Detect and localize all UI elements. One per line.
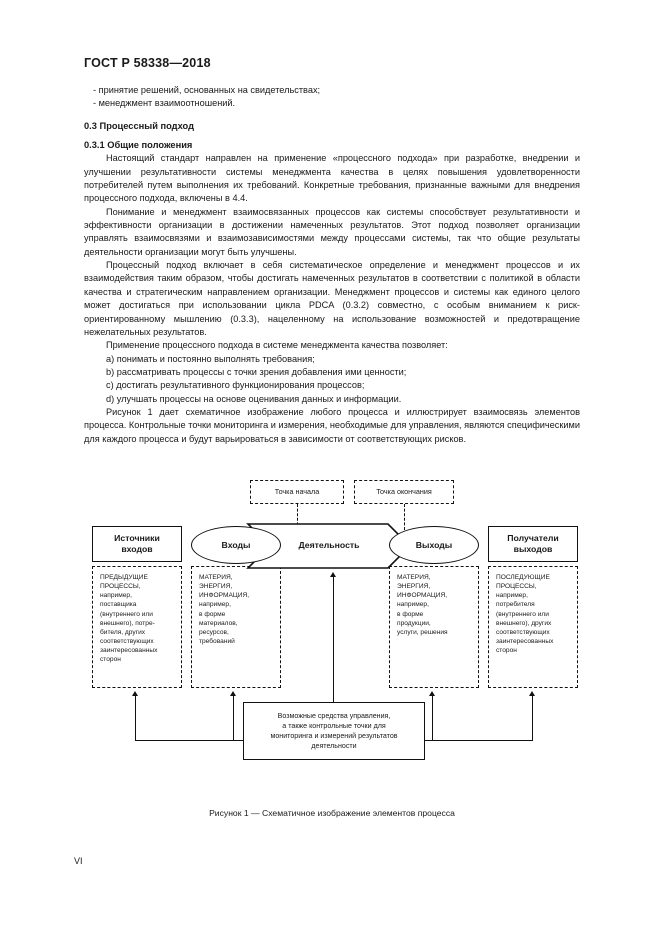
outputs-detail-l0: МАТЕРИЯ, xyxy=(397,574,431,581)
inputs-detail-l0: МАТЕРИЯ, xyxy=(199,574,233,581)
receivers-detail-l4: (внутреннего или xyxy=(496,610,549,618)
inputs-detail-l3: например, xyxy=(199,601,231,609)
sources-detail-l4: (внутреннего или xyxy=(100,610,153,618)
outputs-detail-box xyxy=(389,566,479,688)
feedback-left-riser-1 xyxy=(135,696,136,741)
receivers-detail-l1: ПРОЦЕССЫ, xyxy=(496,583,537,591)
feedback-sources-arrow-icon xyxy=(132,691,138,696)
inputs-detail-box xyxy=(191,566,281,688)
receivers-header-label: Получатели выходов xyxy=(507,533,559,554)
control-means-text xyxy=(270,711,397,751)
page-number: VI xyxy=(74,856,83,866)
process-diagram xyxy=(84,478,580,818)
figure-caption: Рисунок 1 — Схематичное изображение элементов процесса xyxy=(209,808,455,818)
outputs-detail-l1: ЭНЕРГИЯ, xyxy=(397,583,431,591)
receivers-detail-l2: например, xyxy=(496,592,528,600)
sources-detail-l2: например, xyxy=(100,592,132,600)
inputs-detail-l2: ИНФОРМАЦИЯ, xyxy=(199,592,250,600)
control-to-activity-line xyxy=(333,577,334,703)
inputs-detail-l5: материалов, xyxy=(199,619,238,627)
start-point-box xyxy=(250,480,344,504)
bullet-item: - менеджмент взаимоотношений. xyxy=(93,98,236,109)
activity-label: Деятельность xyxy=(298,540,360,550)
bullet-item: - принятие решений, основанных на свидетельствах; xyxy=(93,85,321,95)
sources-header-label: Источники входов xyxy=(114,533,160,554)
outputs-detail-l2: ИНФОРМАЦИЯ, xyxy=(397,592,448,600)
control-line-1: а также контрольные точки для xyxy=(282,722,386,730)
paragraph-2: Понимание и менеджмент взаимосвязанных процессов как системы способствует результативности и эффективности организации в достижении намеченных результатов. Этот подход позволяет организации управлять взаимосвязями и взаимозависимостями между процессами системы, так что общие результаты деятельности организации могут быть улучшены. xyxy=(84,206,580,257)
sources-detail-l8: заинтересованных xyxy=(100,647,158,655)
feedback-right-bus xyxy=(424,740,533,741)
receivers-detail-box xyxy=(488,566,578,688)
section-heading-031: 0.3.1 Общие положения xyxy=(84,140,193,151)
inputs-detail-l6: ресурсов, xyxy=(199,628,229,636)
paragraph-3: Процессный подход включает в себя систематическое определение и менеджмент процессов и их взаимодействия таким образом, чтобы достигать намеченных результатов в соответствии с политикой в области качества и стратегическим направлением организации. Менеджмент процессов и системы как единого целого может достигаться при использовании цикла PDCA (0.3.2) совместно, с особым вниманием к риск-ориентированному мышлению (0.3.3), нацеленному на использование возможностей и предотвращение нежелательных результатов. xyxy=(84,260,580,337)
end-point-box xyxy=(354,480,454,504)
section-heading-03: 0.3 Процессный подход xyxy=(84,120,194,131)
receivers-detail-l6: соответствующих xyxy=(496,628,550,636)
control-to-activity-arrow-icon xyxy=(330,572,336,577)
page-title: ГОСТ Р 58338—2018 xyxy=(84,56,211,70)
feedback-left-bus xyxy=(135,740,244,741)
sources-detail-l5: внешнего), потре- xyxy=(100,619,155,627)
outputs-detail-l4: в форме xyxy=(397,610,424,618)
outputs-detail-l6: услуги, решения xyxy=(397,628,448,636)
list-item: c) достигать результативного функционирования процессов; xyxy=(106,380,365,391)
control-line-3: деятельности xyxy=(311,742,357,750)
feedback-receivers-arrow-icon xyxy=(529,691,535,696)
feedback-inputs-arrow-icon xyxy=(230,691,236,696)
sources-header-box xyxy=(92,526,182,562)
feedback-left-riser-2 xyxy=(233,696,234,741)
inputs-detail-l1: ЭНЕРГИЯ, xyxy=(199,583,233,591)
receivers-detail-l0: ПОСЛЕДУЮЩИЕ xyxy=(496,574,550,581)
outputs-header-ellipse xyxy=(389,526,479,564)
receivers-header-box xyxy=(488,526,578,562)
outputs-header-label: Выходы xyxy=(415,539,453,550)
paragraph-1: Настоящий стандарт направлен на применение «процессного подхода» при разработке, внедрении и улучшении результативности системы менеджмента качества в целях повышения удовлетворенности потребителей путем выполнения их требований. Конкретные требования, признанные важными для внедрения процессного подхода, включены в 4.4. xyxy=(84,153,580,204)
paragraph-5: Рисунок 1 дает схематичное изображение любого процесса и иллюстрирует взаимосвязь элементов процесса. Контрольные точки мониторинга и измерения, необходимые для управления, являются специфическими для каждого процесса и будут варьироваться в зависимости от соответствующих рисков. xyxy=(84,406,580,444)
sources-detail-l3: поставщика xyxy=(100,601,137,609)
control-line-0: Возможные средства управления, xyxy=(277,712,391,720)
paragraph-4: Применение процессного подхода в системе менеджмента качества позволяет: xyxy=(106,340,448,351)
list-item: b) рассматривать процессы с точки зрения добавления ими ценности; xyxy=(106,366,407,377)
sources-detail-box xyxy=(92,566,182,688)
receivers-detail-l5: внешнего), других xyxy=(496,619,552,627)
body-text-column xyxy=(84,84,580,446)
inputs-header-label: Входы xyxy=(221,539,251,550)
sources-detail-l9: сторон xyxy=(100,656,121,664)
feedback-outputs-arrow-icon xyxy=(429,691,435,696)
sources-detail-l7: соответствующих xyxy=(100,638,154,646)
receivers-detail-l7: заинтересованных xyxy=(496,638,554,646)
receivers-detail-l8: сторон xyxy=(496,647,517,655)
list-item: a) понимать и постоянно выполнять требования; xyxy=(106,353,315,364)
start-point-label: Точка начала xyxy=(274,487,320,497)
control-line-2: мониторинга и измерений результатов xyxy=(270,732,398,740)
sources-detail-l1: ПРОЦЕССЫ, xyxy=(100,583,141,591)
feedback-right-riser-2 xyxy=(532,696,533,741)
outputs-detail-l3: например, xyxy=(397,601,429,609)
list-item: d) улучшать процессы на основе оценивания данных и информации. xyxy=(106,393,402,404)
end-point-label: Точка окончания xyxy=(376,487,432,497)
sources-detail-l6: бителя, других xyxy=(100,628,146,636)
inputs-detail-l4: в форме xyxy=(199,610,226,618)
control-means-box xyxy=(243,702,425,760)
receivers-detail-l3: потребителя xyxy=(496,601,535,609)
inputs-detail-l7: требований xyxy=(199,638,235,646)
outputs-detail-l5: продукции, xyxy=(397,619,431,627)
sources-detail-l0: ПРЕДЫДУЩИЕ xyxy=(100,574,148,581)
feedback-right-riser-1 xyxy=(432,696,433,741)
